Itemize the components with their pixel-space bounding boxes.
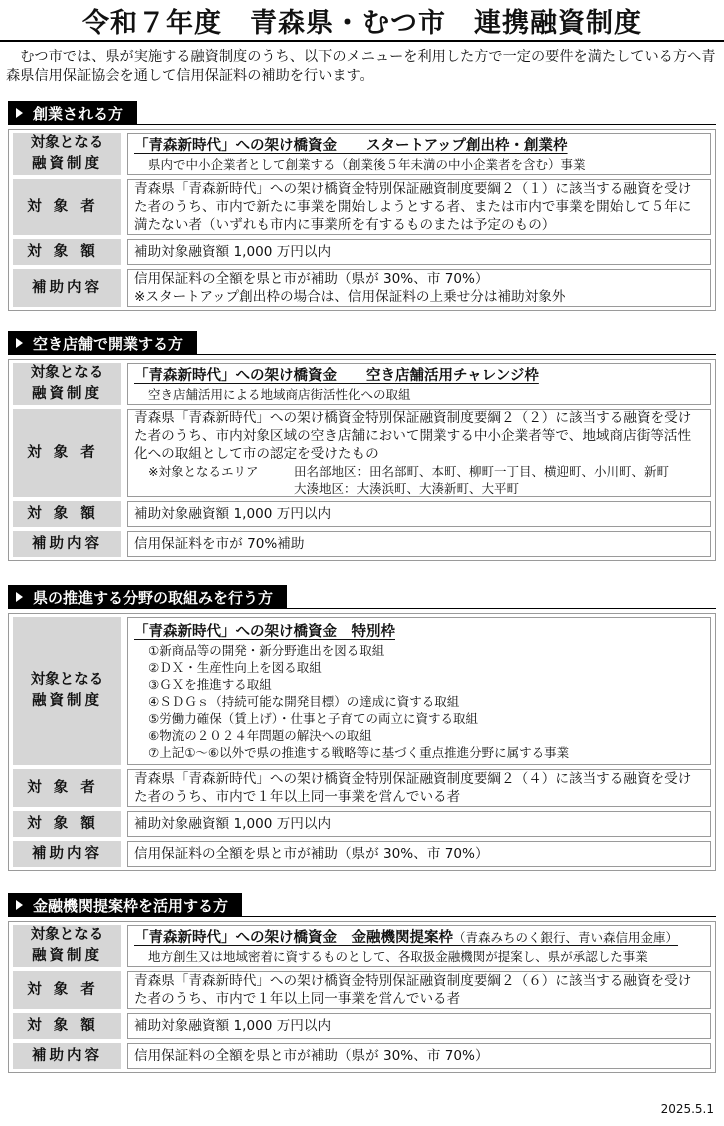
row-eligible xyxy=(13,769,711,807)
section-startup xyxy=(8,101,716,311)
label-amount: 対象額 xyxy=(13,1013,121,1039)
row-target-loan xyxy=(13,617,711,765)
label-target-loan: 対象となる 融資制度 xyxy=(13,363,121,405)
triangle-right-icon xyxy=(16,108,23,118)
area-row: 大湊地区：大湊浜町、大湊新町、大平町 xyxy=(294,481,520,496)
section-promoted-fields xyxy=(8,585,716,871)
list-item: ④ＳＤＧｓ（持続可能な開発目標）の達成に資する取組 xyxy=(148,693,460,709)
triangle-right-icon xyxy=(16,900,23,910)
section-heading: 創業される方 xyxy=(33,104,124,123)
section-header xyxy=(8,585,716,613)
amount-content: 補助対象融資額 1,000 万円以内 xyxy=(127,1013,711,1039)
target-loan-content xyxy=(127,925,711,967)
label-subsidy: 補助内容 xyxy=(13,841,121,867)
label-target-loan: 対象となる 融資制度 xyxy=(13,925,121,967)
info-table xyxy=(8,613,716,871)
target-loan-content xyxy=(127,133,711,175)
fund-name: 「青森新時代」への架け橋資金 スタートアップ創出枠・創業枠 xyxy=(134,137,568,154)
row-amount xyxy=(13,1013,711,1039)
section-heading: 空き店舗で開業する方 xyxy=(33,334,184,353)
row-subsidy xyxy=(13,841,711,867)
list-item: ⑤労働力確保（賃上げ）・仕事と子育ての両立に資する取組 xyxy=(148,710,478,726)
list-item: ①新商品等の開発・新分野進出を図る取組 xyxy=(148,642,385,658)
fund-note: （青森みちのく銀行、青い森信用金庫） xyxy=(453,929,679,945)
section-vacant-store xyxy=(8,331,716,561)
row-eligible xyxy=(13,179,711,235)
row-subsidy xyxy=(13,1043,711,1069)
section-header xyxy=(8,331,716,359)
section-heading: 県の推進する分野の取組みを行う方 xyxy=(33,588,274,607)
row-target-loan xyxy=(13,133,711,175)
list-item: ②ＤＸ・生産性向上を図る取組 xyxy=(148,659,322,675)
page-title: 令和７年度 青森県・むつ市 連携融資制度 xyxy=(0,0,724,42)
subsidy-content: 信用保証料の全額を県と市が補助（県が 30%、市 70%） ※スタートアップ創出枠の場合は、信用保証料の上乗せ分は補助対象外 xyxy=(127,269,711,307)
section-bank-proposal xyxy=(8,893,716,1073)
eligible-content: 青森県「青森新時代」への架け橋資金特別保証融資制度要綱２（４）に該当する融資を受けた者のうち、市内で１年以上同一事業を営んでいる者 xyxy=(127,769,711,807)
label-eligible: 対象者 xyxy=(13,409,121,497)
eligible-content: 青森県「青森新時代」への架け橋資金特別保証融資制度要綱２（２）に該当する融資を受けた者のうち、市内対象区域の空き店舗において開業する中小企業者等で、地域商店街等活性化への取組として市の認定を受けたもの ※対象となるエリア 田名部地区：田名部町、本町、柳町一丁目、横迎町、小川町、新町 大湊地区：大湊浜町、大湊新町、大平町 xyxy=(127,409,711,497)
list-item: ⑥物流の２０２４年問題の解決への取組 xyxy=(148,727,372,743)
label-amount: 対象額 xyxy=(13,811,121,837)
row-target-loan xyxy=(13,925,711,967)
triangle-right-icon xyxy=(16,592,23,602)
target-loan-content xyxy=(127,617,711,765)
label-eligible: 対象者 xyxy=(13,769,121,807)
amount-content: 補助対象融資額 1,000 万円以内 xyxy=(127,501,711,527)
row-eligible xyxy=(13,409,711,497)
row-amount xyxy=(13,501,711,527)
fund-name: 「青森新時代」への架け橋資金 特別枠 xyxy=(134,623,395,640)
subsidy-content: 信用保証料を市が 70%補助 xyxy=(127,531,711,557)
row-amount xyxy=(13,239,711,265)
label-target-loan: 対象となる 融資制度 xyxy=(13,133,121,175)
info-table xyxy=(8,921,716,1073)
area-row: ※対象となるエリア 田名部地区：田名部町、本町、柳町一丁目、横迎町、小川町、新町 xyxy=(148,464,670,479)
label-amount: 対象額 xyxy=(13,501,121,527)
fund-description: 空き店舗活用による地域商店街活性化への取組 xyxy=(148,386,411,402)
row-subsidy xyxy=(13,269,711,307)
list-item: ⑦上記①～⑥以外で県の推進する戦略等に基づく重点推進分野に属する事業 xyxy=(148,744,570,760)
section-heading: 金融機関提案枠を活用する方 xyxy=(33,896,229,915)
label-subsidy: 補助内容 xyxy=(13,269,121,307)
row-target-loan xyxy=(13,363,711,405)
row-eligible xyxy=(13,971,711,1009)
subsidy-content: 信用保証料の全額を県と市が補助（県が 30%、市 70%） xyxy=(127,1043,711,1069)
eligible-content: 青森県「青森新時代」への架け橋資金特別保証融資制度要綱２（６）に該当する融資を受けた者のうち、市内で１年以上同一事業を営んでいる者 xyxy=(127,971,711,1009)
eligible-content: 青森県「青森新時代」への架け橋資金特別保証融資制度要綱２（１）に該当する融資を受けた者のうち、市内で新たに事業を開始しようとする者、または市内で事業を開始して５年に満たない者（いずれも市内に事業所を有するものまたは予定のもの） xyxy=(127,179,711,235)
target-loan-content xyxy=(127,363,711,405)
list-item: ③ＧＸを推進する取組 xyxy=(148,676,272,692)
section-header xyxy=(8,101,716,129)
label-target-loan: 対象となる 融資制度 xyxy=(13,617,121,765)
fund-description: 地方創生又は地域密着に資するものとして、各取扱金融機関が提案し、県が承認した事業 xyxy=(148,948,648,964)
label-eligible: 対象者 xyxy=(13,971,121,1009)
triangle-right-icon xyxy=(16,338,23,348)
section-header xyxy=(8,893,716,921)
fund-description: 県内で中小企業者として創業する（創業後５年未満の中小企業者を含む）事業 xyxy=(148,156,586,172)
amount-content: 補助対象融資額 1,000 万円以内 xyxy=(127,239,711,265)
fund-name: 「青森新時代」への架け橋資金 空き店舗活用チャレンジ枠 xyxy=(134,367,539,384)
label-amount: 対象額 xyxy=(13,239,121,265)
label-subsidy: 補助内容 xyxy=(13,1043,121,1069)
row-amount xyxy=(13,811,711,837)
issue-date: 2025.5.1 xyxy=(660,1102,714,1116)
info-table xyxy=(8,129,716,311)
label-subsidy: 補助内容 xyxy=(13,531,121,557)
row-subsidy xyxy=(13,531,711,557)
amount-content: 補助対象融資額 1,000 万円以内 xyxy=(127,811,711,837)
label-eligible: 対象者 xyxy=(13,179,121,235)
fund-name: 「青森新時代」への架け橋資金 金融機関提案枠（青森みちのく銀行、青い森信用金庫） xyxy=(134,929,679,946)
intro-text: むつ市では、県が実施する融資制度のうち、以下のメニューを利用した方で一定の要件を満たしている方へ青森県信用保証協会を通して信用保証料の補助を行います。 xyxy=(6,49,716,84)
info-table xyxy=(8,359,716,561)
subsidy-content: 信用保証料の全額を県と市が補助（県が 30%、市 70%） xyxy=(127,841,711,867)
